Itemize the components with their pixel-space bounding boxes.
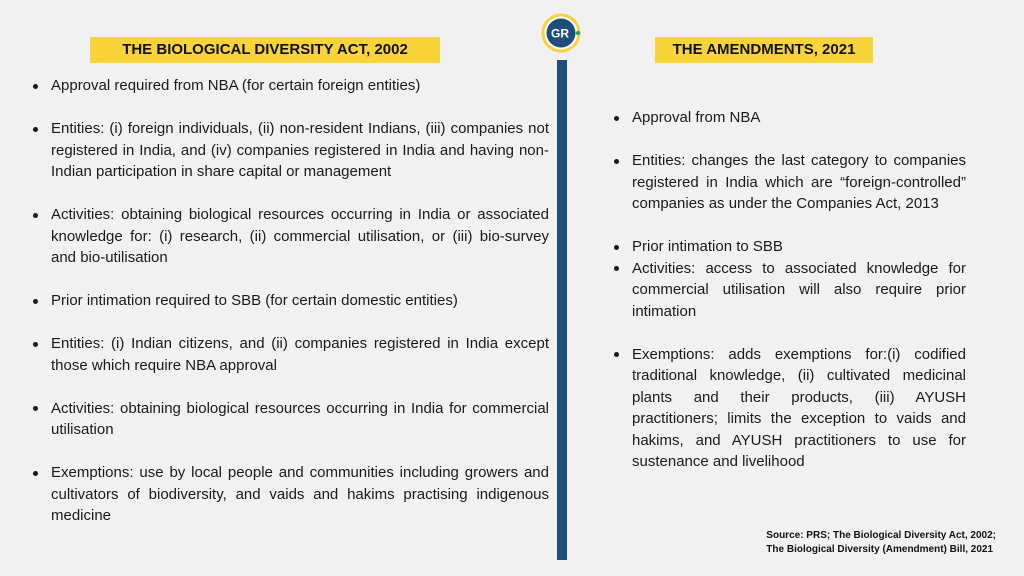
right-points-list: [614, 107, 966, 473]
list-item: Exemptions: adds exemptions for:(i) codified traditional knowledge, (ii) cultivated medicinal plants and their products, (iii) AYUSH practitioners; limits the exception to vaids and hakims, and AYUSH practitioners to use for sustenance and livelihood: [614, 344, 966, 473]
list-item: Approval from NBA: [614, 107, 966, 129]
list-item: Entities: (i) Indian citizens, and (ii) companies registered in India except those which require NBA approval: [33, 333, 549, 376]
list-item: Entities: changes the last category to companies registered in India which are “foreign-controlled” companies as under the Companies Act, 2013: [614, 150, 966, 215]
list-item: Exemptions: use by local people and communities including growers and cultivators of biodiversity, and vaids and hakims practising indigenous medicine: [33, 462, 549, 527]
logo-text: GR: [551, 26, 569, 41]
left-column-title: THE BIOLOGICAL DIVERSITY ACT, 2002: [90, 37, 440, 63]
list-item: Prior intimation to SBB: [614, 236, 966, 258]
list-item: Activities: access to associated knowledge for commercial utilisation will also require prior intimation: [614, 258, 966, 323]
source-note: [766, 529, 996, 557]
logo-icon: [541, 13, 581, 53]
list-item: Prior intimation required to SBB (for certain domestic entities): [33, 290, 549, 312]
list-item: Approval required from NBA (for certain foreign entities): [33, 75, 549, 97]
left-points-list: [33, 75, 549, 527]
right-column-title: THE AMENDMENTS, 2021: [655, 37, 873, 63]
source-line-1: Source: PRS; The Biological Diversity Act, 2002;: [766, 530, 996, 541]
list-item: Activities: obtaining biological resources occurring in India for commercial utilisation: [33, 398, 549, 441]
list-item: Entities: (i) foreign individuals, (ii) non-resident Indians, (iii) companies not registered in India, and (iv) companies registered in India and having non-Indian participation in share capital or management: [33, 118, 549, 183]
center-divider: [557, 60, 567, 560]
source-line-2: The Biological Diversity (Amendment) Bill, 2021: [766, 544, 994, 555]
list-item: Activities: obtaining biological resources occurring in India or associated knowledge for: (i) research, (ii) commercial utilisation, or (iii) bio-survey and bio-utilisation: [33, 204, 549, 269]
